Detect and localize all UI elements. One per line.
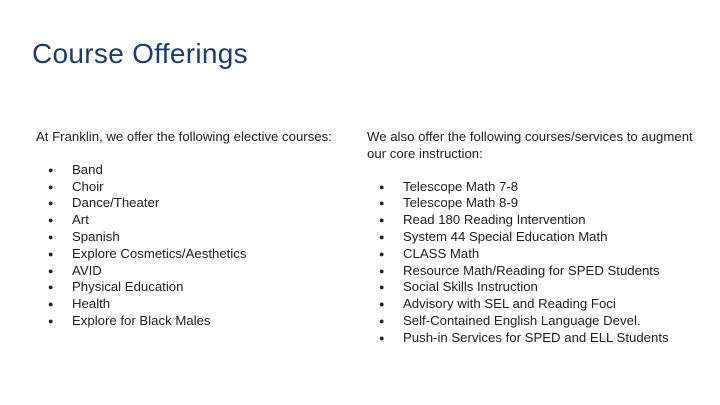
elective-courses-column bbox=[36, 129, 351, 330]
list-item: ● Resource Math/Reading for SPED Students bbox=[379, 262, 660, 278]
bullet-icon: ● bbox=[48, 215, 54, 226]
list-item: ● AVID bbox=[48, 262, 102, 278]
bullet-icon: ● bbox=[379, 282, 385, 293]
bullet-icon: ● bbox=[48, 299, 54, 310]
bullet-icon: ● bbox=[379, 231, 385, 242]
bullet-icon: ● bbox=[379, 215, 385, 226]
list-item: ● Physical Education bbox=[48, 279, 184, 295]
list-item: ● Explore Cosmetics/Aesthetics bbox=[48, 245, 247, 261]
elective-intro-text: At Franklin, we offer the following elective courses: bbox=[36, 129, 332, 144]
list-item: ● System 44 Special Education Math bbox=[379, 228, 608, 244]
bullet-icon: ● bbox=[379, 315, 385, 326]
bullet-icon: ● bbox=[48, 282, 54, 293]
core-services-list bbox=[367, 179, 697, 347]
list-item: ● Art bbox=[48, 212, 89, 228]
elective-course-list bbox=[36, 162, 351, 330]
bullet-icon: ● bbox=[379, 248, 385, 259]
bullet-icon: ● bbox=[48, 198, 54, 209]
bullet-icon: ● bbox=[48, 315, 54, 326]
bullet-icon: ● bbox=[48, 164, 54, 175]
list-item: ● CLASS Math bbox=[379, 245, 480, 261]
bullet-icon: ● bbox=[379, 198, 385, 209]
bullet-icon: ● bbox=[48, 265, 54, 276]
bullet-icon: ● bbox=[379, 265, 385, 276]
slide-title: Course Offerings bbox=[32, 38, 248, 69]
list-item: ● Choir bbox=[48, 178, 104, 194]
bullet-icon: ● bbox=[379, 332, 385, 343]
list-item: ● Social Skills Instruction bbox=[379, 279, 538, 295]
core-services-column bbox=[367, 129, 697, 347]
bullet-icon: ● bbox=[379, 181, 385, 192]
list-item: ● Telescope Math 7-8 bbox=[379, 178, 519, 194]
core-services-intro-text: We also offer the following courses/services to augment our core instruction: bbox=[367, 129, 693, 161]
list-item: ● Telescope Math 8-9 bbox=[379, 195, 519, 211]
list-item: ● Explore for Black Males bbox=[48, 312, 211, 328]
list-item: ● Read 180 Reading Intervention bbox=[379, 212, 586, 228]
bullet-icon: ● bbox=[48, 181, 54, 192]
list-item: ● Dance/Theater bbox=[48, 195, 160, 211]
bullet-icon: ● bbox=[379, 299, 385, 310]
list-item: ● Band bbox=[48, 161, 103, 177]
bullet-icon: ● bbox=[48, 231, 54, 242]
list-item: ● Health bbox=[48, 296, 111, 312]
list-item: ● Push-in Services for SPED and ELL Students bbox=[379, 329, 669, 345]
list-item: ● Self-Contained English Language Devel. bbox=[379, 312, 641, 328]
bullet-icon: ● bbox=[48, 248, 54, 259]
list-item: ● Advisory with SEL and Reading Foci bbox=[379, 296, 616, 312]
list-item: ● Spanish bbox=[48, 228, 120, 244]
